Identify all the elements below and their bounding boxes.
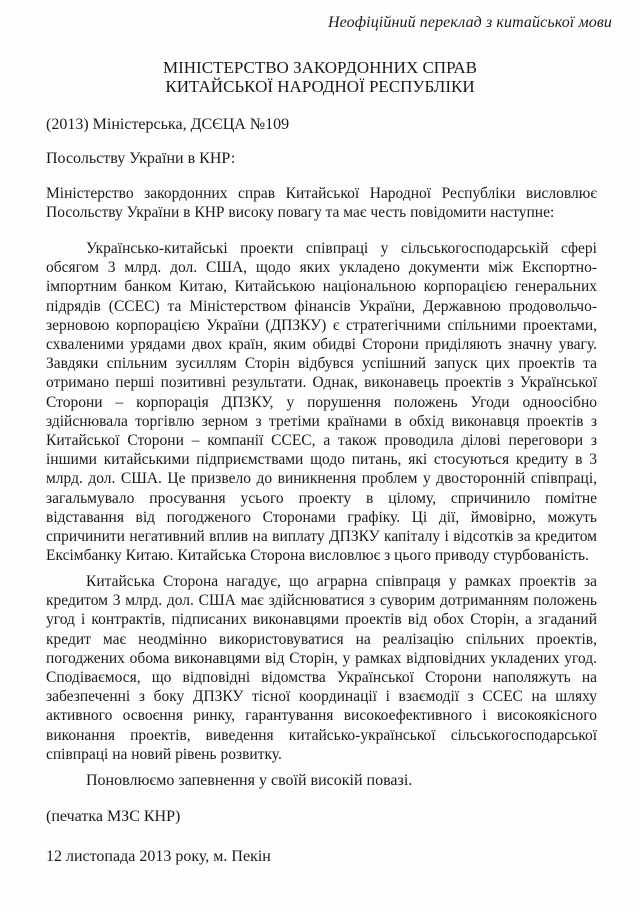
paragraph-line: активного освоєння ринку, гарантування високоефективного і високоякісного <box>46 707 597 725</box>
paragraph-line: млрд. дол. США. Це призвело до виникнення проблем у двосторонній співпраці, <box>46 470 597 488</box>
closing-formula: Поновлюємо запевнення у своїй високій повазі. <box>86 772 413 789</box>
paragraph-line: відставання від погодженого Сторонами графіку. Ці дії, ймовірно, можуть <box>46 508 597 526</box>
ministry-heading-line2: КИТАЙСЬКОЇ НАРОДНОЇ РЕСПУБЛІКИ <box>165 77 475 96</box>
paragraph-line: співпраці на новий рівень розвитку. <box>46 745 282 763</box>
intro-line: Міністерство закордонних справ Китайської Народної Республіки висловлює <box>46 185 597 202</box>
paragraph-line: Китайської Сторони – компанії CCEC, а також проводила ділові переговори з <box>46 432 597 450</box>
paragraph-line: зерновою корпорацією України (ДПЗКУ) є стратегічними спільними проектами, <box>46 316 597 334</box>
paragraph-line: забезпеченні з боку ДПЗКУ тісної координації і взаємодії з CCEC на шляху <box>46 688 597 706</box>
paragraph-line: схваленими урядами двох країн, яким обидві Сторони приділяють значну увагу. <box>46 336 597 354</box>
intro-line: Посольству України в КНР високу повагу та має честь повідомити наступне: <box>46 204 555 222</box>
paragraph-line: Китайська Сторона нагадує, що аграрна співпраця у рамках проектів за <box>86 573 597 590</box>
paragraph-line: іншими китайськими підприємствами щодо питань, які стосуються кредиту в 3 <box>46 451 597 469</box>
document-reference: (2013) Міністерська, ДСЄЦА №109 <box>46 116 290 133</box>
paragraph-line: отримано перші позитивні результати. Однак, виконавець проектів з Української <box>46 374 597 392</box>
ministry-heading-line1: МІНІСТЕРСТВО ЗАКОРДОННИХ СПРАВ <box>163 58 477 77</box>
paragraph-line: спричинити негативний вплив на виплату ДПЗКУ капіталу і відсотків за кредитом <box>46 528 597 546</box>
ministry-heading <box>0 58 640 96</box>
paragraph-line: імпортним банком Китаю, Китайською національною корпорацією генеральних <box>46 278 597 296</box>
paragraph-line: Ексімбанку Китаю. Китайська Сторона висловлює з цього приводу стурбованість. <box>46 547 589 565</box>
paragraph-line: виконання проектів, виведення китайсько-української сільськогосподарської <box>46 726 597 744</box>
paragraph-line: кредитом 3 млрд. дол. США має здійснюватися з суворим дотриманням положень <box>46 592 597 610</box>
seal-note: (печатка МЗС КНР) <box>46 808 181 825</box>
translation-note: Неофіційний переклад з китайської мови <box>327 14 612 31</box>
paragraph-line: погоджених обома виконавцями від Сторін, у рамках відповідних укладених угод. <box>46 649 597 667</box>
paragraph-line: загальмувало просування усього проекту в цілому, спричинило помітне <box>46 489 597 507</box>
paragraph-line: угод і контрактів, підписаних виконавцями проектів від обох Сторін, а згаданий <box>46 611 597 629</box>
paragraph-line: здійснювала торгівлю зерном з третіми країнами в обхід виконавця проектів з <box>46 412 597 430</box>
date-place: 12 листопада 2013 року, м. Пекін <box>46 848 271 865</box>
paragraph-line: Сподіваємося, що відповідні відомства Української Сторони наполяжуть на <box>46 669 597 687</box>
paragraph-line: кредит має неодмінно використовуватися на реалізацію спільних проектів, <box>46 630 597 648</box>
paragraph-line: Завдяки спільним зусиллям Сторін відбувся успішний запуск цих проектів та <box>46 355 597 373</box>
paragraph-line: Сторони – корпорація ДПЗКУ, у порушення положень Угоди одноосібно <box>46 393 597 411</box>
addressee: Посольству України в КНР: <box>46 150 236 167</box>
paragraph-line: обсягом 3 млрд. дол. США, щодо яких укладено документи між Експортно- <box>46 259 597 277</box>
intro-paragraph <box>46 184 597 222</box>
body-paragraph-1 <box>46 239 597 565</box>
body-paragraph-2 <box>46 572 597 764</box>
paragraph-line: Українсько-китайські проекти співпраці у сільськогосподарській сфері <box>86 240 597 257</box>
paragraph-line: підрядів (CCEC) та Міністерством фінансів України, Державною продовольчо- <box>46 297 597 315</box>
